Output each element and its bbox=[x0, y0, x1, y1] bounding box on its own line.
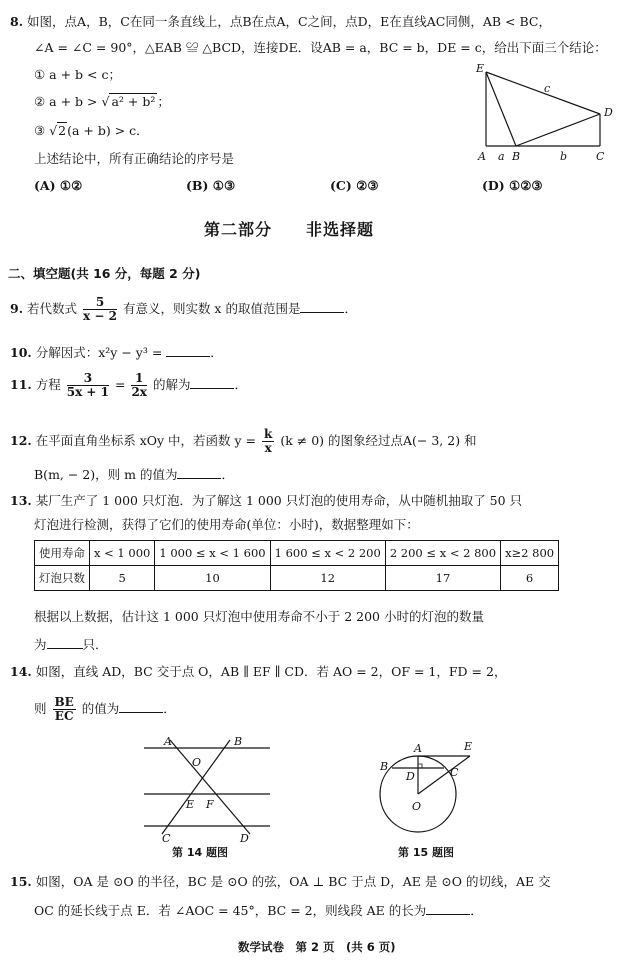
q8-label-c-side: c bbox=[544, 82, 551, 95]
q14-label-b: B bbox=[234, 735, 243, 748]
q8-conclusion-3 bbox=[34, 123, 149, 139]
q11-end: ． bbox=[234, 377, 247, 393]
q12-line2-text: B(m, − 2)，则 m 的值为 bbox=[34, 467, 178, 482]
q14-label-d: D bbox=[240, 832, 249, 844]
q15-label-a: A bbox=[414, 742, 422, 755]
part2-title: 第二部分 非选择题 bbox=[204, 220, 375, 239]
q8-label-e: E bbox=[476, 62, 485, 75]
q8-conclusion-2 bbox=[34, 94, 170, 110]
q15-line1 bbox=[10, 874, 551, 890]
q13-th-4: 2 200 ≤ x < 2 800 bbox=[385, 541, 500, 566]
q14-post: 的值为 bbox=[81, 701, 120, 717]
q14-label-f: F bbox=[206, 798, 214, 811]
q15-label-c: C bbox=[450, 766, 459, 779]
q13-table-data-row bbox=[35, 566, 559, 591]
q11-pre: 方程 bbox=[35, 377, 61, 393]
q8-conclusion-3-post: (a + b) > c． bbox=[67, 123, 149, 138]
q14-line2 bbox=[34, 696, 176, 723]
q12-line2 bbox=[34, 466, 234, 483]
q11-number: 11. bbox=[10, 377, 32, 393]
q14-figure-caption: 第 14 题图 bbox=[172, 846, 228, 859]
q12-answer-blank[interactable] bbox=[177, 466, 221, 479]
q11-eq: = bbox=[114, 377, 126, 393]
q14-frac-den: EC bbox=[54, 709, 74, 724]
q11-frac2-den: 2x bbox=[131, 385, 147, 400]
q12-fraction bbox=[262, 428, 274, 455]
q8-sqrt-content: a² + b² bbox=[111, 94, 156, 109]
q13-text-line2: 灯泡进行检测，获得了它们的使用寿命(单位：小时)，数据整理如下： bbox=[34, 517, 419, 532]
q13-th-5: x≥2 800 bbox=[501, 541, 559, 566]
q13-td-1: 5 bbox=[90, 566, 155, 591]
q8-conclusion-3-pre: ③ bbox=[34, 123, 46, 138]
q9-frac-num: 5 bbox=[83, 296, 117, 310]
q15-label-b: B bbox=[380, 760, 389, 773]
q8-sqrt2-content: 2 bbox=[58, 123, 67, 138]
section2-head: 二、填空题(共 16 分，每题 2 分) bbox=[8, 266, 201, 281]
q15-label-e: E bbox=[464, 740, 473, 753]
q8-conclusion-1: ① a + b < c； bbox=[34, 67, 121, 82]
q8-sqrt2: √2 bbox=[49, 123, 67, 138]
q8-label-d: D bbox=[604, 106, 613, 119]
q14-answer-blank[interactable] bbox=[119, 700, 163, 713]
q8-option-d: (D) ①②③ bbox=[482, 178, 543, 193]
q12-pre: 在平面直角坐标系 xOy 中，若函数 y = bbox=[35, 433, 257, 449]
q15-label-o: O bbox=[412, 800, 422, 813]
q13-td-2: 10 bbox=[155, 566, 270, 591]
q13-td-4: 17 bbox=[385, 566, 500, 591]
q9-end: ． bbox=[344, 301, 357, 317]
q15-text-line1: 如图，OA 是 ⊙O 的半径，BC 是 ⊙O 的弦，OA ⊥ BC 于点 D，AE 是 ⊙O 的切线，AE 交 bbox=[35, 874, 551, 889]
q14-number: 14. bbox=[10, 664, 32, 679]
q9-number: 9. bbox=[10, 301, 24, 317]
q12-line1 bbox=[10, 428, 477, 455]
q13-text-line1: 某厂生产了 1 000 只灯泡．为了解这 1 000 只灯泡的使用寿命，从中随机抽取了 50 只 bbox=[35, 493, 523, 508]
q14-frac-num: BE bbox=[54, 695, 74, 709]
q13-td-5: 6 bbox=[501, 566, 559, 591]
q8-number: 8. bbox=[10, 14, 24, 29]
q14-label-c: C bbox=[162, 832, 171, 844]
q13-table-header-row bbox=[35, 541, 559, 566]
q12-frac-den: x bbox=[264, 441, 272, 456]
q15-line2 bbox=[34, 902, 483, 919]
q13-line1 bbox=[10, 493, 522, 509]
q8-line1 bbox=[10, 14, 551, 30]
q15-number: 15. bbox=[10, 874, 32, 889]
q8-conclusion-2-pre: ② a + b > bbox=[34, 94, 98, 109]
q10-number: 10. bbox=[10, 345, 32, 360]
q13-answer-blank[interactable] bbox=[47, 636, 83, 649]
q14-pre: 则 bbox=[34, 701, 47, 717]
q8-label-a: A bbox=[478, 150, 486, 163]
q11-frac1-den: 5x + 1 bbox=[66, 385, 109, 400]
q8-label-a-side: a bbox=[498, 150, 505, 163]
q13-number: 13. bbox=[10, 493, 32, 508]
q8-text-line2: ∠A = ∠C = 90°，△EAB ≌ △BCD，连接DE．设AB = a，BC = b，DE = c，给出下面三个结论： bbox=[34, 40, 607, 55]
q11-fraction-2 bbox=[131, 372, 147, 399]
q11-post: 的解为 bbox=[152, 377, 191, 393]
q11-frac1-num: 3 bbox=[67, 372, 109, 386]
q13-line4-pre: 为 bbox=[34, 637, 47, 652]
q10-answer-blank[interactable] bbox=[166, 344, 210, 357]
q8-question: 上述结论中，所有正确结论的序号是 bbox=[34, 151, 235, 166]
q15-figure bbox=[372, 734, 502, 846]
q14-text-line1: 如图，直线 AD，BC 交于点 O，AB ∥ EF ∥ CD．若 AO = 2，OF = 1，FD = 2， bbox=[35, 664, 507, 679]
q11-answer-blank[interactable] bbox=[190, 376, 234, 389]
q8-conclusion-2-post: ； bbox=[157, 94, 170, 109]
q14-figure bbox=[140, 734, 280, 844]
q12-frac-num: k bbox=[264, 427, 273, 441]
page-footer: 数学试卷 第 2 页 (共 6 页) bbox=[238, 940, 396, 954]
q8-text-line1: 如图，点A，B，C在同一条直线上，点B在点A，C之间，点D，E在直线AC同侧，AB < BC， bbox=[27, 14, 551, 29]
q8-sqrt-radical: √ a² + b² bbox=[101, 94, 156, 109]
q10 bbox=[10, 344, 223, 361]
q9-fraction bbox=[83, 296, 117, 323]
q9-pre: 若代数式 bbox=[27, 301, 78, 317]
q13-th-2: 1 000 ≤ x < 1 600 bbox=[155, 541, 270, 566]
q12-end: ． bbox=[221, 467, 234, 482]
q15-text-line2: OC 的延长线于点 E．若 ∠AOC = 45°，BC = 2，则线段 AE 的长为 bbox=[34, 903, 427, 918]
q13-th-3: 1 600 ≤ x < 2 200 bbox=[270, 541, 385, 566]
q9 bbox=[10, 296, 357, 323]
q13-line4-post: 只． bbox=[82, 637, 108, 652]
q13-td-3: 12 bbox=[270, 566, 385, 591]
q8-option-a: (A) ①② bbox=[34, 178, 83, 193]
q13-table bbox=[34, 540, 559, 591]
q9-post: 有意义，则实数 x 的取值范围是 bbox=[122, 301, 301, 317]
q10-end: ． bbox=[210, 345, 223, 360]
q8-option-c: (C) ②③ bbox=[330, 178, 379, 193]
q11-fraction-1 bbox=[67, 372, 109, 399]
q14-end: ． bbox=[163, 701, 176, 717]
q15-end: ． bbox=[470, 903, 483, 918]
q8-label-c: C bbox=[596, 150, 605, 163]
q11 bbox=[10, 372, 247, 399]
q13-th-0: 使用寿命 bbox=[35, 541, 90, 566]
q13-text-line3: 根据以上数据，估计这 1 000 只灯泡中使用寿命不小于 2 200 小时的灯泡的数量 bbox=[34, 609, 484, 624]
q9-answer-blank[interactable] bbox=[300, 300, 344, 313]
q12-post: (k ≠ 0) 的图象经过点A(− 3, 2) 和 bbox=[280, 433, 477, 449]
q8-figure bbox=[466, 58, 622, 170]
q15-label-d: D bbox=[406, 770, 415, 783]
q9-frac-den: x − 2 bbox=[83, 309, 117, 324]
q8-option-b: (B) ①③ bbox=[186, 178, 236, 193]
q13-td-0: 灯泡只数 bbox=[35, 566, 90, 591]
q11-frac2-num: 1 bbox=[131, 372, 147, 386]
q15-answer-blank[interactable] bbox=[426, 902, 470, 915]
q12-number: 12. bbox=[10, 433, 32, 449]
q8-label-b-side: b bbox=[560, 150, 568, 163]
q14-label-a: A bbox=[164, 735, 172, 748]
q15-figure-caption: 第 15 题图 bbox=[398, 846, 454, 859]
q10-text: 分解因式：x²y − y³ = bbox=[35, 345, 163, 360]
q14-label-o: O bbox=[192, 756, 202, 769]
q14-line1 bbox=[10, 664, 506, 680]
q14-fraction bbox=[53, 696, 76, 723]
q13-line4 bbox=[34, 636, 108, 653]
q14-label-e: E bbox=[186, 798, 195, 811]
q13-th-1: x < 1 000 bbox=[90, 541, 155, 566]
q8-label-b: B bbox=[512, 150, 521, 163]
